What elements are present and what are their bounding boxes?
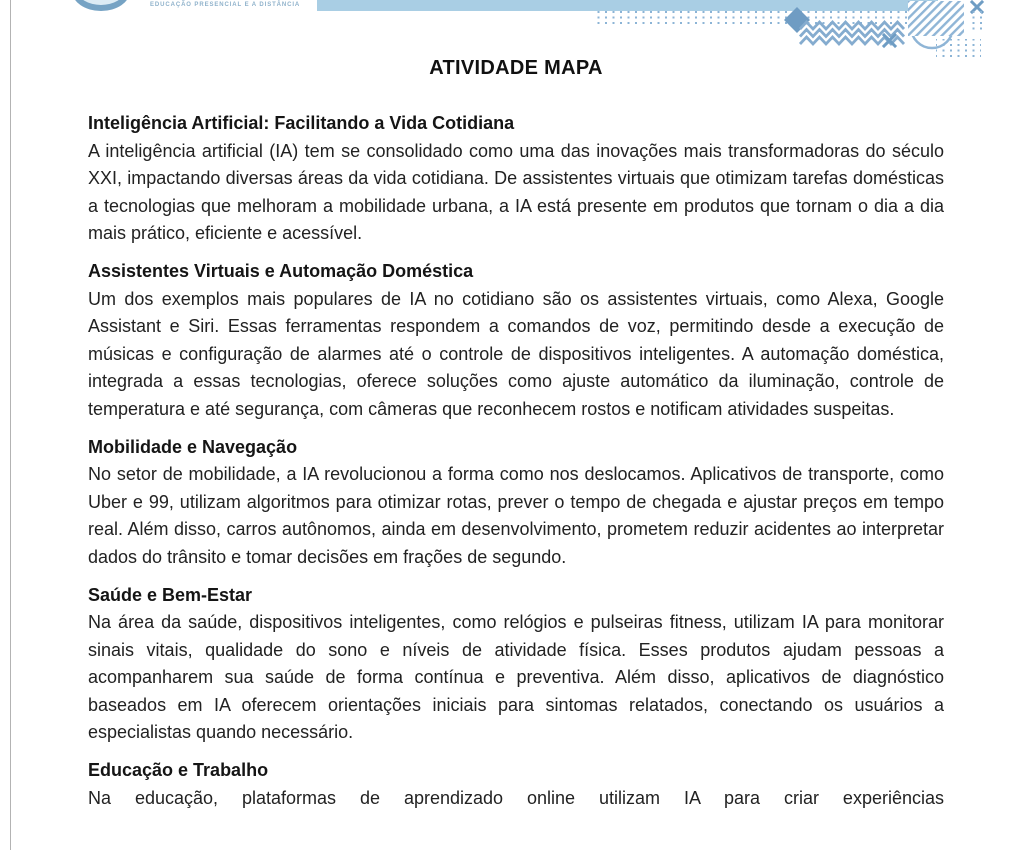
section-heading: Educação e Trabalho <box>88 760 269 781</box>
section-assistentes-virtuais <box>88 258 944 424</box>
section-intelligencia-artificial <box>88 110 944 248</box>
logo-tagline: EDUCAÇÃO PRESENCIAL E A DISTÂNCIA <box>150 2 301 8</box>
section-heading: Mobilidade e Navegação <box>88 436 298 457</box>
page-title: ATIVIDADE MAPA <box>429 57 603 79</box>
section-mobilidade-navegacao <box>88 434 944 572</box>
section-paragraph: Na área da saúde, dispositivos inteligentes, como relógios e pulseiras fitness, utilizam IA para monitorar sinais vitais, qualidade do sono e níveis de atividade física. Esses produtos ajudam pessoas a acompanharem sua saúde de forma contínua e preventiva. Além disso, aplicativos de diagnóstico baseados em IA oferecem orientações iniciais para sintomas relatados, conectando os usuários a especialistas quando necessário. <box>88 612 944 743</box>
section-heading: Assistentes Virtuais e Automação Doméstica <box>88 260 474 281</box>
page-left-border <box>10 0 11 850</box>
section-paragraph: Um dos exemplos mais populares de IA no cotidiano são os assistentes virtuais, como Alexa, Google Assistant e Siri. Essas ferramentas respondem a comandos de voz, permitindo desde a execução de músicas e configuração de alarmes até o controle de dispositivos inteligentes. A automação doméstica, integrada a essas tecnologias, oferece soluções como ajuste automático da iluminação, controle de temperatura e até segurança, com câmeras que reconhecem rostos e notificam atividades suspeitas. <box>88 288 944 419</box>
section-paragraph: No setor de mobilidade, a IA revolucionou a forma como nos deslocamos. Aplicativos de transporte, como Uber e 99, utilizam algoritmos para otimizar rotas, prever o tempo de chegada e ajustar preços em tempo real. Além disso, carros autônomos, ainda em desenvolvimento, prometem reduzir acidentes ao interpretar dados do trânsito e tomar decisões em frações de segundo. <box>88 464 944 567</box>
section-paragraph: A inteligência artificial (IA) tem se consolidado como uma das inovações mais transformadoras do século XXI, impactando diversas áreas da vida cotidiana. De assistentes virtuais que otimizam tarefas domésticas a tecnologias que melhoram a mobilidade urbana, a IA está presente em produtos que tornam o dia a dia mais prático, eficiente e acessível. <box>88 140 944 244</box>
section-educacao-trabalho <box>88 757 944 812</box>
document-content <box>88 0 944 812</box>
section-heading: Saúde e Bem-Estar <box>88 584 253 605</box>
section-paragraph: Na educação, plataformas de aprendizado online utilizam IA para criar experiências <box>88 787 944 808</box>
section-saude-bem-estar <box>88 582 944 748</box>
section-heading: Inteligência Artificial: Facilitando a Vida Cotidiana <box>88 113 515 133</box>
dots-grid-icon <box>970 9 986 32</box>
